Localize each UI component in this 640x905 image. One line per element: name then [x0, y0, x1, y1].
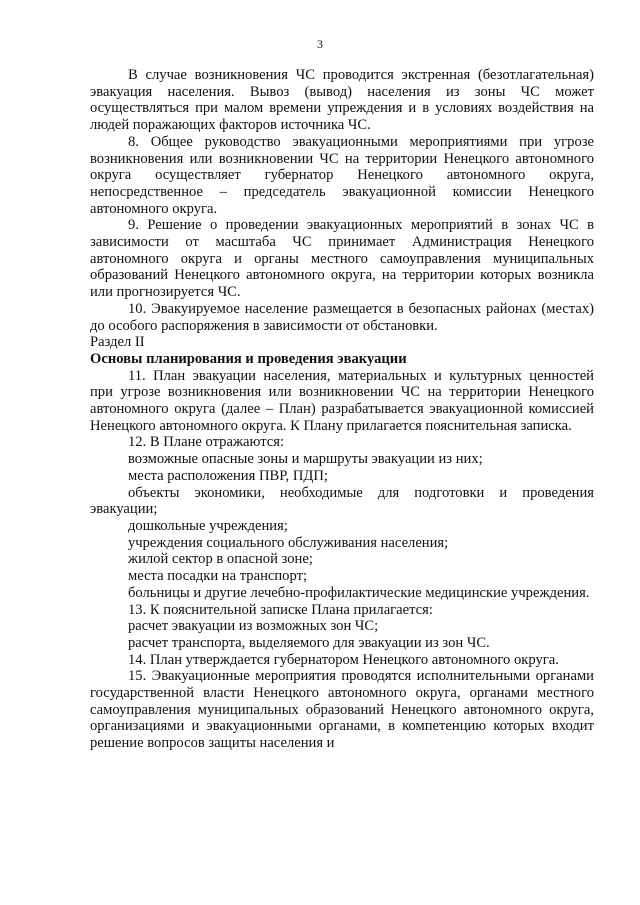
list-item-evacuation-calc: расчет эвакуации из возможных зон ЧС;: [128, 618, 379, 635]
list-item-pvr-pdp: места расположения ПВР, ПДП;: [128, 467, 328, 484]
list-item-preschool: дошкольные учреждения;: [128, 517, 288, 534]
paragraph-11-plan: 11. План эвакуации населения, материальных и культурных ценностей при угрозе возникновения или возникновении ЧС на территории Ненецкого автономного округа (далее – План) разрабатывается эвакуационной комиссией Ненецкого автономного округа. К Плану прилагается пояснительная записка.: [90, 367, 594, 434]
list-item-social-service: учреждения социального обслуживания населения;: [128, 534, 449, 551]
list-item-housing: жилой сектор в опасной зоне;: [128, 551, 313, 568]
list-item-hospitals: больницы и другие лечебно-профилактические медицинские учреждения.: [128, 584, 590, 601]
list-item-economy-objects: объекты экономики, необходимые для подготовки и проведения эвакуации;: [90, 484, 594, 518]
list-item-danger-zones: возможные опасные зоны и маршруты эвакуации из них;: [128, 451, 483, 468]
paragraph-12-heading: 12. В Плане отражаются:: [128, 434, 285, 451]
list-item-transport-boarding: места посадки на транспорт;: [128, 568, 308, 585]
page-number: 3: [317, 37, 323, 51]
paragraph-13-heading: 13. К пояснительной записке Плана прилагается:: [128, 601, 433, 618]
paragraph-9-decision: 9. Решение о проведении эвакуационных мероприятий в зонах ЧС в зависимости от масштаба ЧС принимает Администрация Ненецкого автономного округа и органы местного самоуправления муниципальных образований Ненецкого автономного округа, на территории которых возникла или прогнозируется ЧС.: [90, 217, 594, 301]
paragraph-emergency-evacuation: В случае возникновения ЧС проводится экстренная (безотлагательная) эвакуация населения. Вывоз (вывод) населения из зоны ЧС может осуществляться при малом времени упреждения и в условиях воздействия на людей поражающих факторов источника ЧС.: [90, 67, 594, 134]
document-body: [90, 67, 594, 752]
paragraph-14-approval: 14. План утверждается губернатором Ненецкого автономного округа.: [128, 651, 559, 668]
paragraph-10-placement: 10. Эвакуируемое население размещается в безопасных районах (местах) до особого распоряжения в зависимости от обстановки.: [90, 300, 594, 334]
paragraph-8-general-management: 8. Общее руководство эвакуационными мероприятиями при угрозе возникновения или возникновении ЧС на территории Ненецкого автономного округа осуществляет губернатор Ненецкого автономного округа, непосредственное – председатель эвакуационной комиссии Ненецкого автономного округа.: [90, 133, 594, 217]
section-label: Раздел II: [90, 334, 145, 351]
list-item-transport-calc: расчет транспорта, выделяемого для эвакуации из зон ЧС.: [128, 634, 490, 651]
section-title: Основы планирования и проведения эвакуации: [90, 350, 407, 367]
paragraph-15-measures: 15. Эвакуационные мероприятия проводятся исполнительными органами государственной власти Ненецкого автономного округа, органами местного самоуправления муниципальных образований Ненецкого автономного округа, организациями и эвакуационными органами, в компетенцию которых входит решение вопросов защиты населения и: [90, 668, 594, 752]
